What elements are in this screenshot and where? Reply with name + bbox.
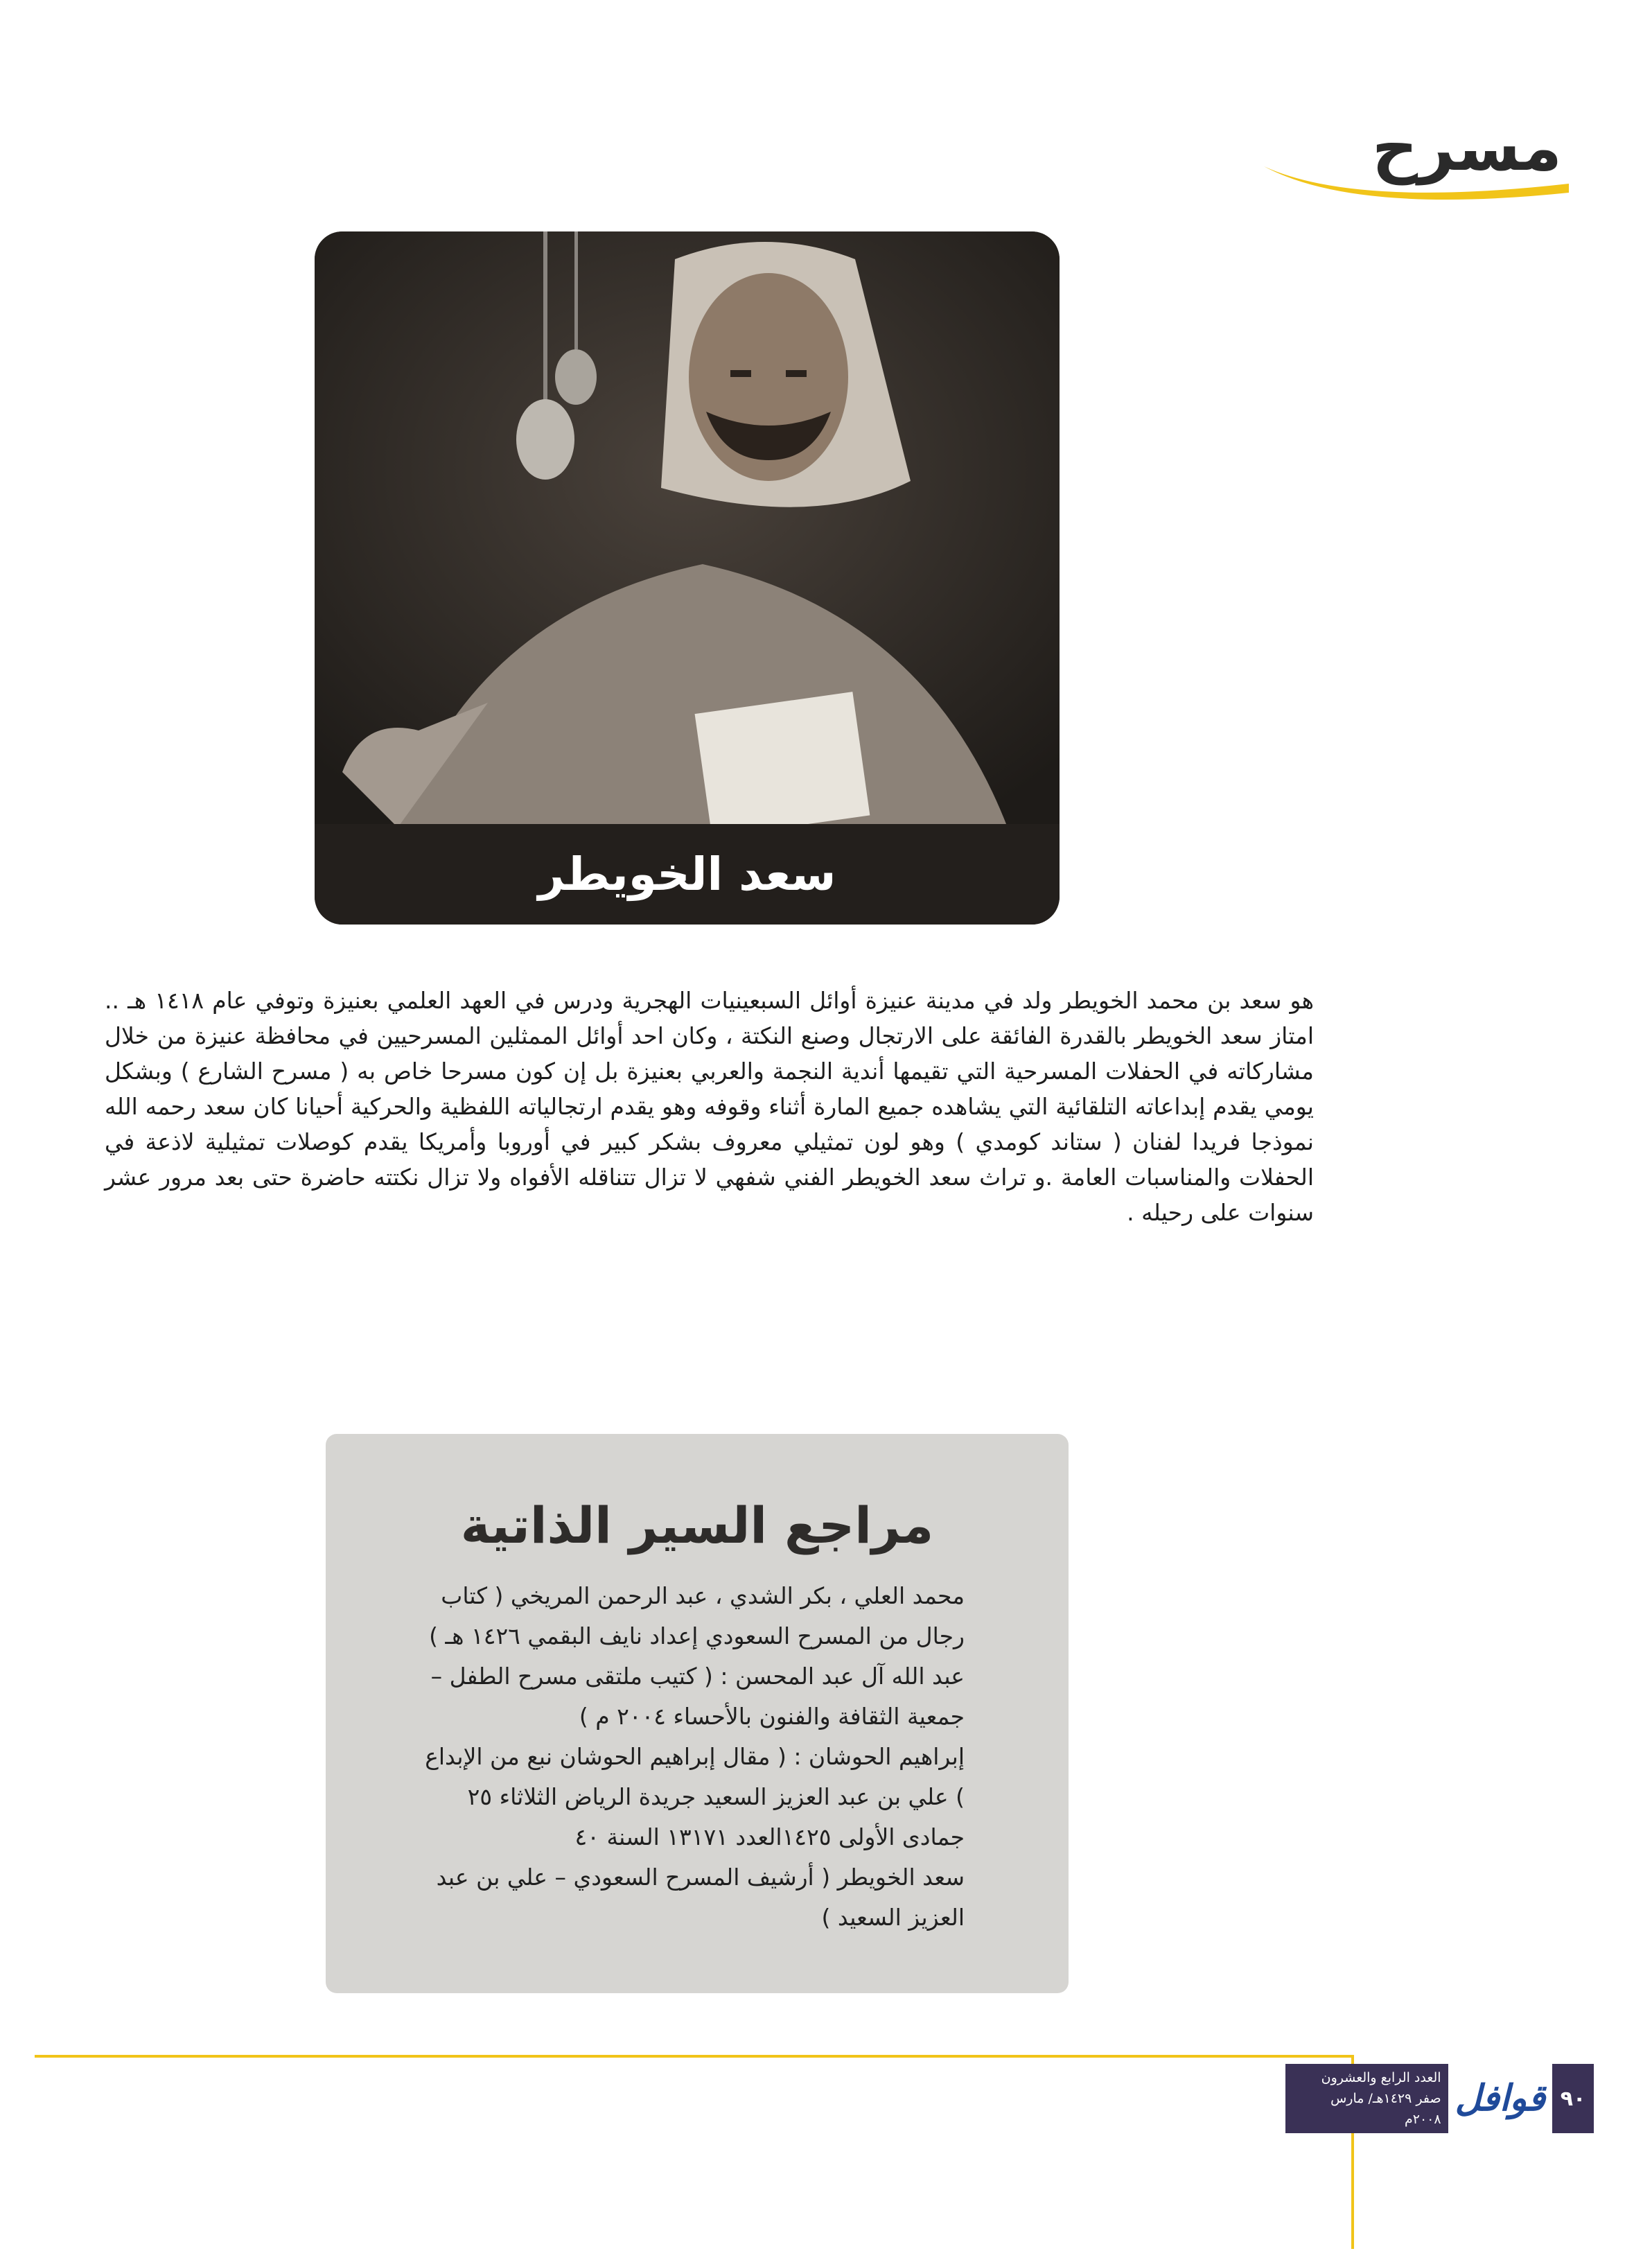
biography-paragraph: هو سعد بن محمد الخويطر ولد في مدينة عنيزة أوائل السبعينيات الهجرية ودرس في العهد العلمي بعنيزة وتوفي عام ١٤١٨ هـ .. امتاز سعد الخويطر بالقدرة الفائقة على الارتجال وصنع النكتة ، وكان احد أوائل الممثلين المسرحيين في محافظة عنيزة من خلال مشاركاته في الحفلات المسرحية التي تقيمها أندية النجمة والعربي بعنيزة بل إن كون مسرحا خاص به ( مسرح الشارع ) وبشكل يومي يقدم إبداعاته التلقائية التي يشاهده جميع المارة أثناء وقوفه وهو يقدم ارتجالياته اللفظية والحركية أحيانا كان سعد رحمه الله نموذجا فريدا لفنان ( ستاند كومدي ) وهو لون تمثيلي معروف بشكر كبير في أوروبا وأمريكا يقدم كوصلات تمثيلية لاذعة في الحفلات والمناسبات العامة .و تراث سعد الخويطر الفني شفهي لا تزال تتناقله الأفواه ولا تزال نكتته حاضرة حتى بعد مرور عشر سنوات على رحيله . <box>105 987 1314 1226</box>
reference-item: سعد الخويطر ( أرشيف المسرح السعودي – علي بن عبد العزيز السعيد ) <box>436 1864 965 1931</box>
page-number: ٩٠ <box>1552 2064 1594 2133</box>
references-title: مراجع السير الذاتية <box>460 1496 934 1554</box>
reference-item: محمد العلي ، بكر الشدي ، عبد الرحمن المريخي ( كتاب رجال من المسرح السعودي إعداد نايف البقمي ١٤٢٦ هـ ) <box>429 1582 965 1649</box>
page-footer <box>1275 2064 1594 2133</box>
issue-number: العدد الرابع والعشرون <box>1321 2070 1441 2085</box>
footer-rule <box>35 2055 1351 2058</box>
photo-caption-bar <box>315 824 1060 925</box>
issue-info <box>1285 2064 1448 2133</box>
reference-item: إبراهيم الحوشان : ( مقال إبراهيم الحوشان نبع من الإبداع ) علي بن عبد العزيز السعيد جريدة الرياض الثلاثاء ٢٥ جمادى الأولى ١٤٢٥العدد ١٣١٧١ السنة ٤٠ <box>425 1743 965 1850</box>
reference-item: عبد الله آل عبد المحسن : ( كتيب ملتقى مسرح الطفل – جمعية الثقافة والفنون بالأحساء ٢٠٠٤ م ) <box>430 1663 965 1730</box>
references-box <box>326 1434 1069 1993</box>
section-swoosh-decoration <box>1257 146 1569 201</box>
issue-date: صفر ١٤٢٩هـ/ مارس ٢٠٠٨م <box>1330 2091 1441 2127</box>
references-list <box>410 1576 965 1938</box>
section-header <box>1257 104 1569 208</box>
magazine-logo: قوافل <box>1455 2078 1545 2119</box>
portrait-photo <box>315 231 1060 827</box>
photo-caption: سعد الخويطر <box>538 848 836 901</box>
portrait-photo-card <box>315 231 1060 925</box>
section-title: مسرح <box>1371 111 1562 185</box>
